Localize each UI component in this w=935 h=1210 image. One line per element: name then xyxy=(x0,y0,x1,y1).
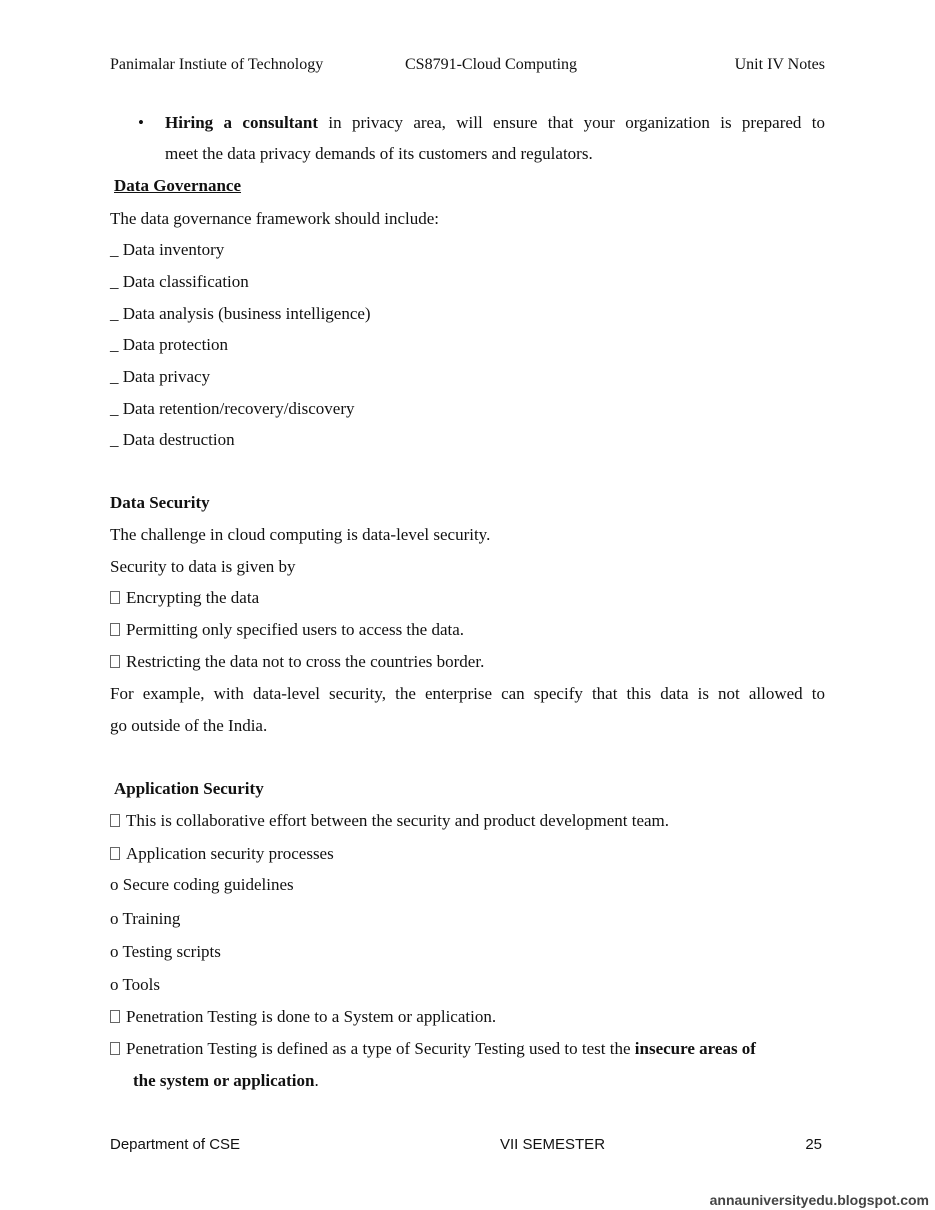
header-institute: Panimalar Instiute of Technology xyxy=(110,56,324,73)
footer-department: Department of CSE xyxy=(110,1136,241,1153)
security-example-line-1: For example, with data-level security, the enterprise can specify that this data is not allowed to xyxy=(110,684,825,703)
security-item: Restricting the data not to cross the countries border. xyxy=(110,652,484,672)
application-sub-item: o Tools xyxy=(110,975,160,994)
application-title: Application Security xyxy=(114,779,264,798)
hiring-line-1 xyxy=(165,113,825,133)
hiring-bold: Hiring a consultant xyxy=(165,113,318,132)
security-title: Data Security xyxy=(110,493,210,512)
penetration-line-3: the system or application. xyxy=(133,1071,319,1090)
header-unit: Unit IV Notes xyxy=(734,56,825,73)
application-item: This is collaborative effort between the security and product development team. xyxy=(110,811,669,831)
governance-item: _ Data retention/recovery/discovery xyxy=(110,399,355,418)
checkbox-glyph-icon xyxy=(110,655,120,668)
application-sub-item: o Secure coding guidelines xyxy=(110,875,294,894)
governance-intro: The data governance framework should include: xyxy=(110,209,440,228)
penetration-line-1: Penetration Testing is done to a System or application. xyxy=(110,1007,496,1027)
checkbox-glyph-icon xyxy=(110,814,120,827)
hiring-line-2: meet the data privacy demands of its customers and regulators. xyxy=(165,144,593,163)
security-item: Encrypting the data xyxy=(110,588,259,608)
governance-item: _ Data classification xyxy=(110,272,249,291)
governance-title: Data Governance xyxy=(114,176,242,195)
application-sub-item: o Training xyxy=(110,909,181,928)
header-course: CS8791-Cloud Computing xyxy=(405,56,578,73)
footer-semester: VII SEMESTER xyxy=(500,1136,606,1153)
checkbox-glyph-icon xyxy=(110,1042,120,1055)
checkbox-glyph-icon xyxy=(110,847,120,860)
application-sub-item: o Testing scripts xyxy=(110,942,221,961)
checkbox-glyph-icon xyxy=(110,623,120,636)
security-item: Permitting only specified users to access the data. xyxy=(110,620,464,640)
governance-item: _ Data inventory xyxy=(110,240,225,259)
governance-item: _ Data destruction xyxy=(110,430,235,449)
security-line-2: Security to data is given by xyxy=(110,557,296,576)
watermark-url: annauniversityedu.blogspot.com xyxy=(709,1192,929,1208)
governance-item: _ Data protection xyxy=(110,335,229,354)
governance-item: _ Data privacy xyxy=(110,367,211,386)
penetration-line-2: Penetration Testing is defined as a type of Security Testing used to test the insecure areas of xyxy=(110,1039,756,1059)
bullet-dot: • xyxy=(138,113,144,132)
security-example-line-2: go outside of the India. xyxy=(110,716,268,735)
checkbox-glyph-icon xyxy=(110,1010,120,1023)
footer-page-number: 25 xyxy=(805,1136,822,1153)
checkbox-glyph-icon xyxy=(110,591,120,604)
security-line-1: The challenge in cloud computing is data-level security. xyxy=(110,525,491,544)
hiring-rest: in privacy area, will ensure that your organization is prepared to xyxy=(318,113,825,132)
governance-item: _ Data analysis (business intelligence) xyxy=(110,304,371,323)
application-item: Application security processes xyxy=(110,844,334,864)
